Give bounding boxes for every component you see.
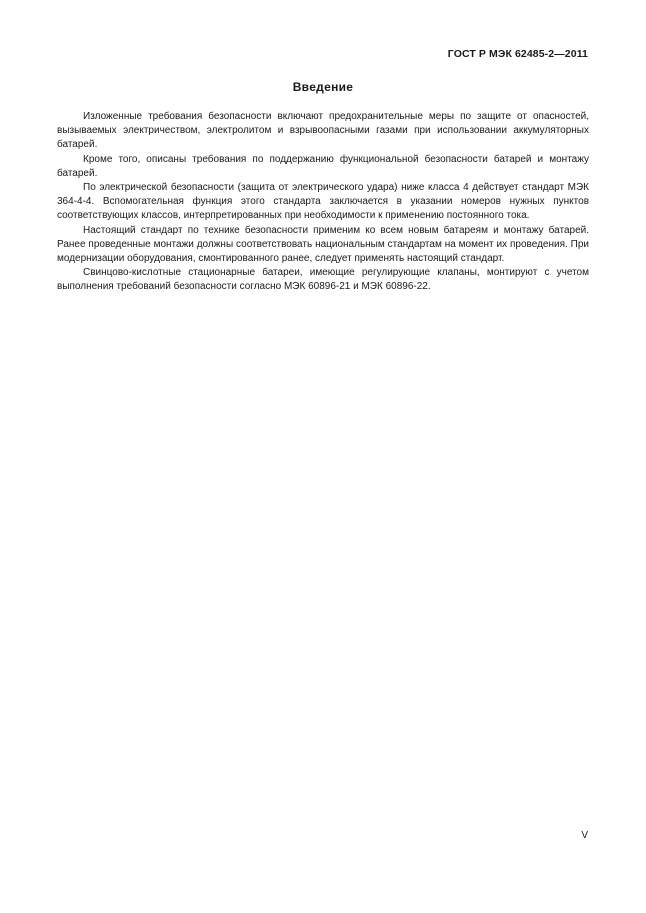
section-title: Введение — [292, 80, 354, 94]
paragraph: Свинцово-кислотные стационарные батареи, имеющие регулирующие клапаны, монтируют с учетом выполнения требований безопасности согласно МЭК 60896-21 и МЭК 60896-22. — [57, 267, 589, 293]
paragraph: Изложенные требования безопасности включают предохранительные меры по защите от опасностей, вызываемых электричеством, электролитом и взрывоопасными газами при использовании аккумуляторных батарей. — [57, 111, 589, 151]
paragraph: По электрической безопасности (защита от электрического удара) ниже класса 4 действует стандарт МЭК 364-4-4. Вспомогательная функция этого стандарта заключается в указании номеров нужных пунктов соответствующих классов, интерпретированных при необходимости к применению постоянного тока. — [57, 182, 589, 222]
paragraph: Настоящий стандарт по технике безопасности применим ко всем новым батареям и монтажу батарей. Ранее проведенные монтажи должны соответствовать национальным стандартам на момент их проведения. При модернизации оборудования, смонтированного ранее, следует применять настоящий стандарт. — [57, 224, 589, 265]
section-body — [57, 110, 589, 295]
paragraph: Кроме того, описаны требования по поддержанию функциональной безопасности батарей и монтажу батарей. — [57, 153, 589, 179]
page-number: V — [581, 830, 588, 841]
document-code: ГОСТ Р МЭК 62485-2—2011 — [447, 48, 588, 60]
